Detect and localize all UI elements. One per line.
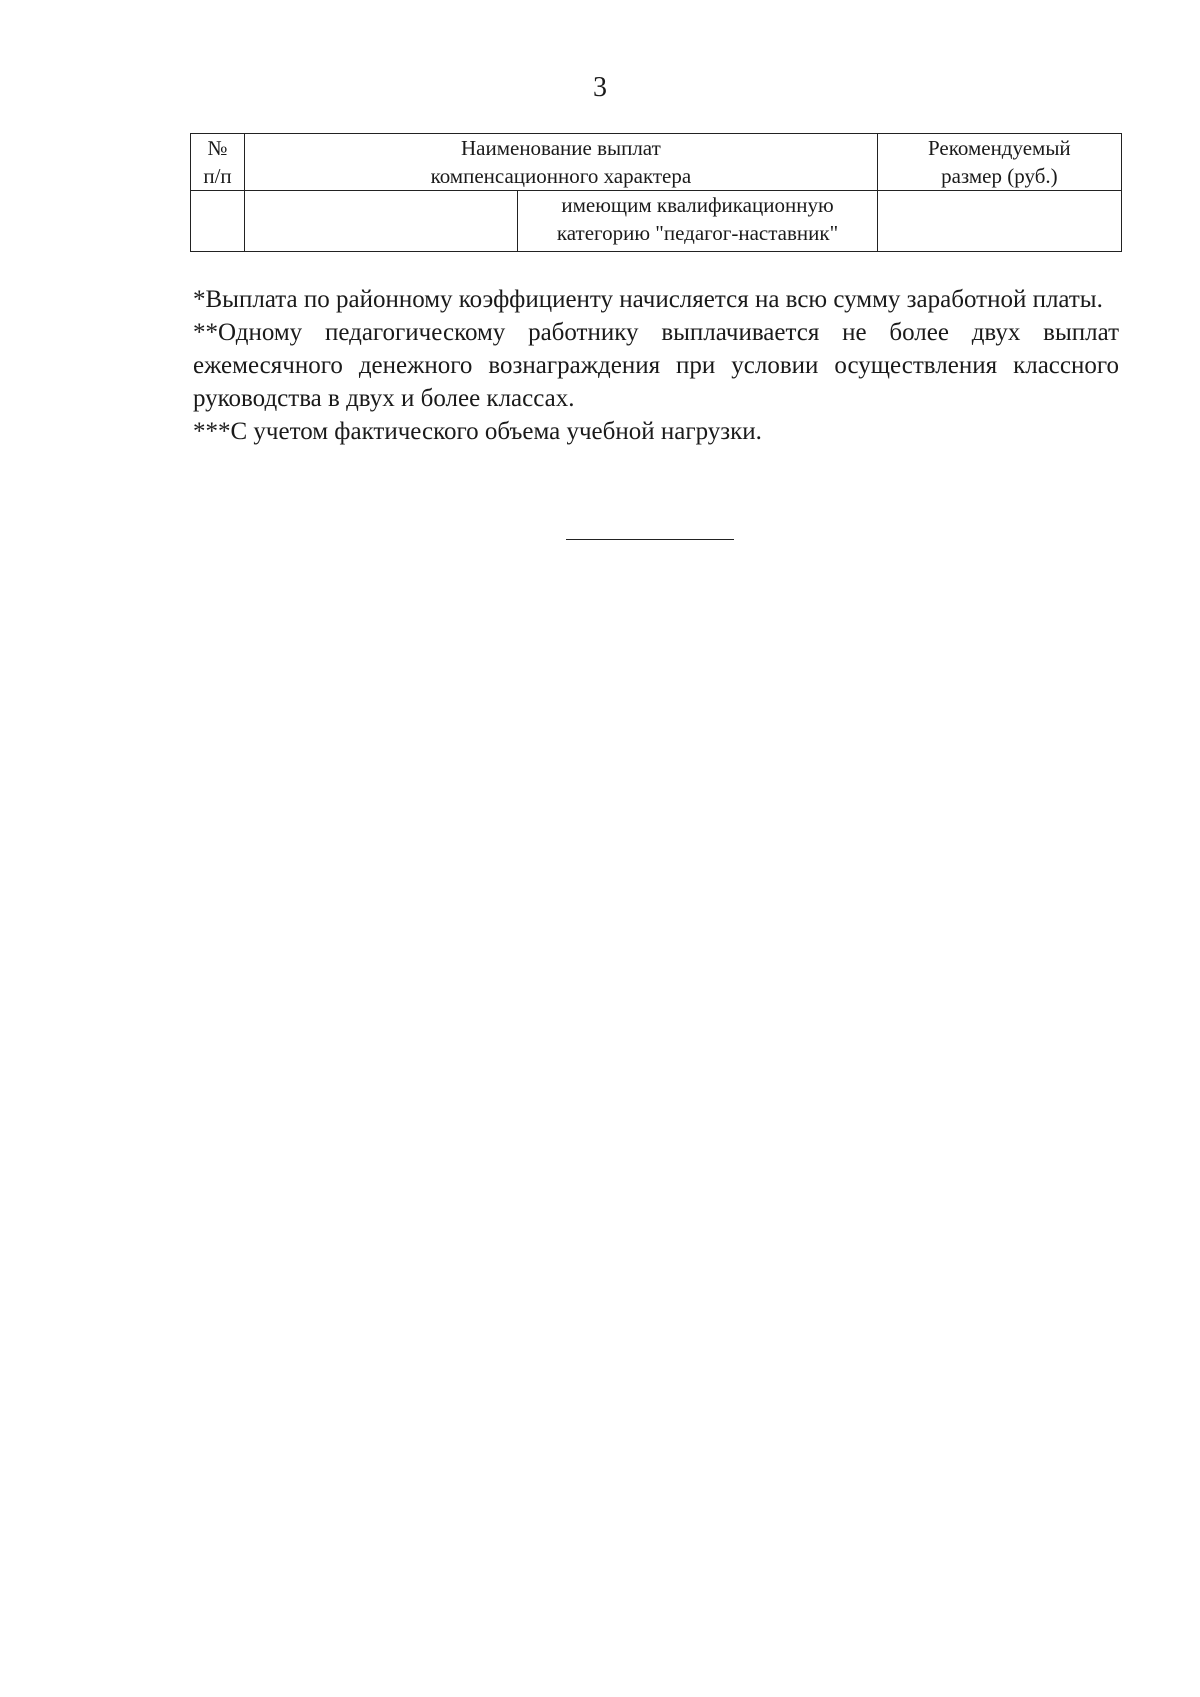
header-size-text: Рекомендуемый размер (руб.) [928,136,1071,188]
footnotes [193,283,1119,448]
cell-number [191,191,245,252]
cell-name-left [245,191,518,252]
header-name-text: Наименование выплат компенсационного характера [430,136,692,188]
footnote-1: *Выплата по районному коэффициенту начисляется на всю сумму заработной платы. [193,286,1103,313]
header-name [245,134,878,191]
cell-name-right [518,191,877,252]
table-header-row [191,134,1122,191]
end-divider [566,539,734,540]
header-number [191,134,245,191]
cell-size [877,191,1121,252]
footnote-2: **Одному педагогическому работнику выплачивается не более двух выплат ежемесячного денежного вознаграждения при условии осуществления классного руководства в двух и более классах. [193,319,1119,412]
payments-table [190,133,1122,252]
table-row [191,191,1122,252]
header-number-text: № п/п [203,136,232,188]
header-size [877,134,1121,191]
cell-name-right-text: имеющим квалификационную категорию "педагог-наставник" [556,193,839,245]
footnote-3: ***С учетом фактического объема учебной нагрузки. [193,418,762,445]
page-number: 3 [593,72,607,103]
